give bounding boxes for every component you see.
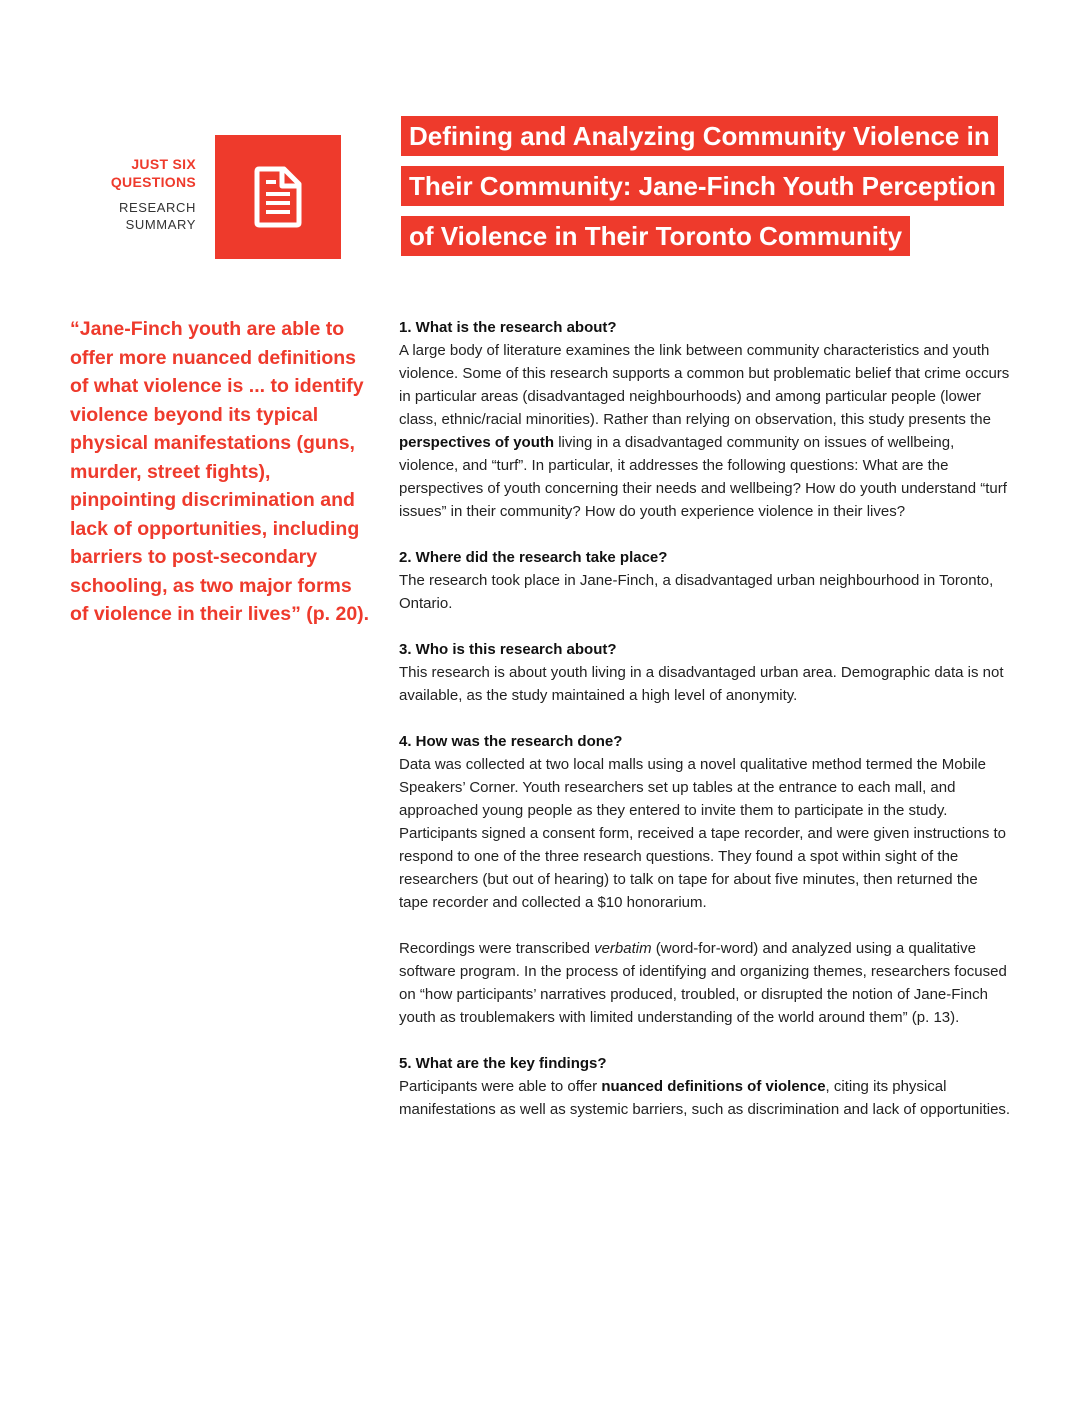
question-4-heading: 4. How was the research done? (399, 733, 623, 750)
title-line-2: Their Community: Jane-Finch Youth Perception (401, 166, 1004, 206)
question-3-heading: 3. Who is this research about? (399, 641, 617, 658)
document-type-line1: RESEARCH (118, 200, 196, 215)
q5-text-a: Participants were able to offer (399, 1078, 602, 1095)
question-2-body: The research took place in Jane-Finch, a disadvantaged urban neighbourhood in Toronto, Ontario. (399, 572, 994, 612)
series-name-line1: JUST SIX (131, 156, 196, 172)
document-type (96, 199, 196, 233)
q4-text-a: Recordings were transcribed (399, 940, 595, 957)
question-4-body-2 (399, 937, 1011, 1029)
series-name-line2: QUESTIONS (110, 174, 196, 190)
question-4-body-1: Data was collected at two local malls using a novel qualitative method termed the Mobile Speakers’ Corner. Youth researchers set up tables at the entrance to each mall, and approached young people as they entered to invite them to participate in the study. Participants signed a consent form, received a tape recorder, and were given instructions to respond to one of the three research questions. They found a spot within sight of the researchers (but out of hearing) to talk on tape for about five minutes, then returned the tape recorder and collected a $10 honorarium. (399, 756, 1006, 911)
title-line-3: of Violence in Their Toronto Community (401, 216, 910, 256)
document-tile (215, 135, 341, 259)
title-line-1: Defining and Analyzing Community Violence in (401, 116, 998, 156)
series-brand (96, 155, 196, 233)
summary-content (399, 316, 1011, 1144)
q5-bold-phrase: nuanced definitions of violence (601, 1078, 826, 1095)
q1-text-b: living in a disadvantaged community on issues of wellbeing, violence, and “turf”. In particular, it addresses the following questions: What are the perspectives of youth concerning their needs and wellbeing? How do youth understand “turf issues” in their community? How do youth experience violence in their lives? (399, 434, 1007, 520)
question-1-body (399, 339, 1011, 523)
question-3-body: This research is about youth living in a disadvantaged urban area. Demographic data is not available, as the study maintained a high level of anonymity. (399, 664, 1004, 704)
q4-italic-word: verbatim (594, 940, 652, 957)
q1-bold-phrase: perspectives of youth (399, 434, 555, 451)
q5-text-b: , citing its physical manifestations as well as systemic barriers, such as discrimination and lack of opportunities. (399, 1078, 1011, 1118)
question-2-heading: 2. Where did the research take place? (399, 549, 668, 566)
document-icon (253, 166, 303, 228)
question-5-heading: 5. What are the key findings? (399, 1055, 607, 1072)
question-1-heading: 1. What is the research about? (399, 319, 617, 336)
document-type-line2: SUMMARY (125, 217, 196, 232)
q4-text-b: (word-for-word) and analyzed using a qualitative software program. In the process of identifying and organizing themes, researchers focused on “how participants’ narratives produced, troubled, or disrupted the notion of Jane-Finch youth as troublemakers with limited understanding of the world around them” (p. 13). (399, 940, 1007, 1026)
q1-text-a: A large body of literature examines the link between community characteristics and youth violence. Some of this research supports a common but problematic belief that crime occurs in particular areas (disadvantaged neighbourhoods) and among particular people (lower class, ethnic/racial minorities). Rather than relying on observation, this study presents the (399, 342, 1010, 428)
pull-quote: “Jane-Finch youth are able to offer more nuanced definitions of what violence is ... to identify violence beyond its typical physical manifestations (guns, murder, street fights), pinpointing discrimination and lack of opportunities, including barriers to post-secondary schooling, as two major forms of violence in their lives” (p. 20). (70, 318, 370, 625)
question-5-body (399, 1075, 1011, 1121)
page-title (401, 116, 1021, 266)
